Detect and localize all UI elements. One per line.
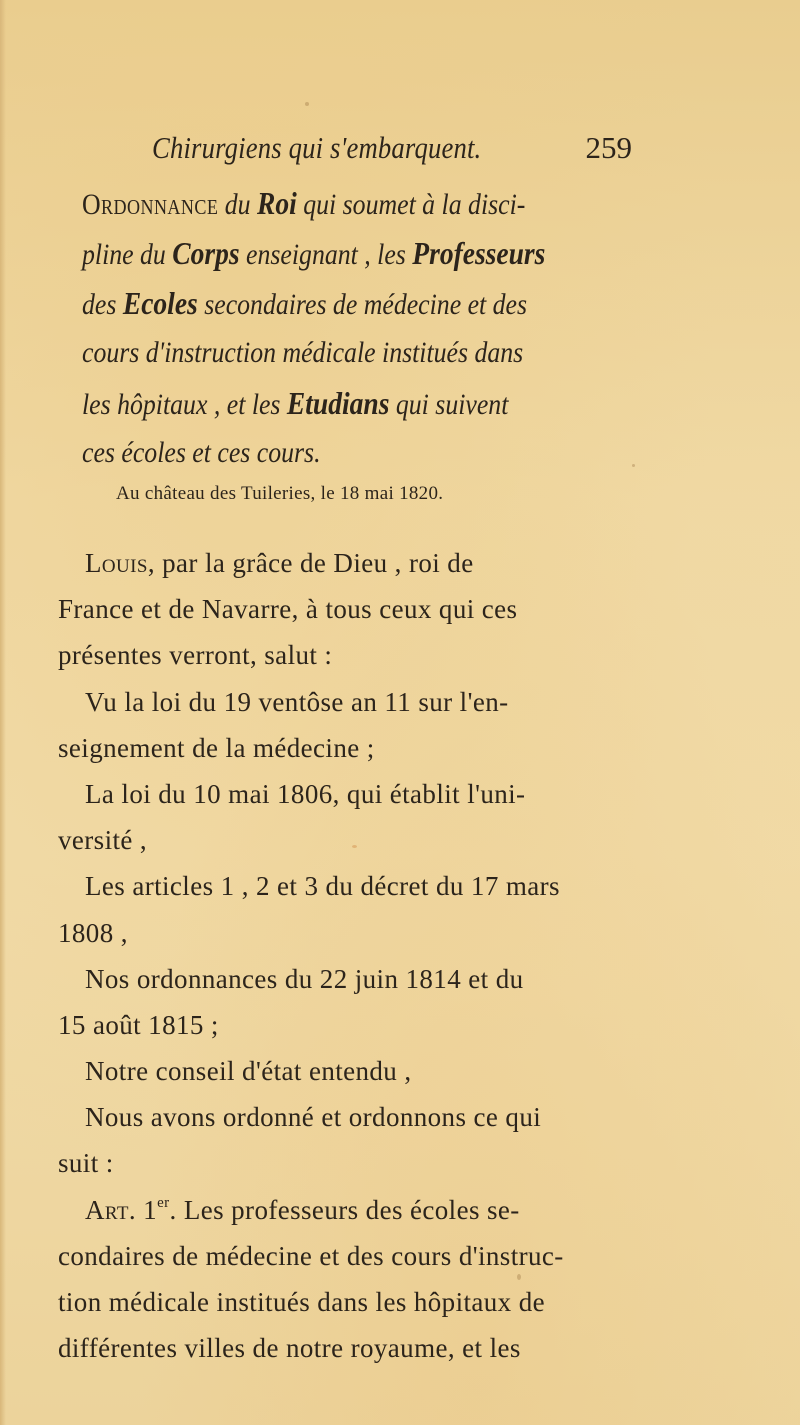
article-heading-line: Art. 1er. Les professeurs des écoles se- xyxy=(85,1194,520,1225)
body-line: Notre conseil d'état entendu , xyxy=(85,1056,412,1087)
body-line: La loi du 10 mai 1806, qui établit l'uni- xyxy=(85,778,526,809)
page-edge-shadow xyxy=(0,0,6,1425)
body-line: condaires de médecine et des cours d'instruc- xyxy=(58,1240,564,1271)
page-number: 259 xyxy=(585,130,632,165)
body-line: Vu la loi du 19 ventôse an 11 sur l'en- xyxy=(85,686,509,717)
body-line: France et de Navarre, à tous ceux qui ces xyxy=(58,594,518,625)
body-line: Nous avons ordonné et ordonnons ce qui xyxy=(85,1102,542,1133)
running-title: Chirurgiens qui s'embarquent. xyxy=(152,130,482,165)
body-line: versité , xyxy=(58,825,148,856)
body-line: seignement de la médecine ; xyxy=(58,732,375,763)
title-line: des Ecoles secondaires de médecine et des xyxy=(82,285,528,321)
title-line: pline du Corps enseignant , les Professeurs xyxy=(82,235,546,271)
body-line: Louis, par la grâce de Dieu , roi de xyxy=(85,548,474,578)
title-line: les hôpitaux , et les Etudians qui suivent xyxy=(82,385,509,421)
body-line: Nos ordonnances du 22 juin 1814 et du xyxy=(85,963,524,994)
title-line: cours d'instruction médicale institués dans xyxy=(82,336,524,369)
body-line: 1808 , xyxy=(58,917,128,948)
dateline: Au château des Tuileries, le 18 mai 1820. xyxy=(116,483,444,504)
body-line: différentes villes de notre royaume, et les xyxy=(58,1333,521,1364)
body-line: tion médicale institués dans les hôpitaux de xyxy=(58,1287,546,1317)
running-header xyxy=(152,130,632,178)
article-label: Art. xyxy=(85,1194,136,1225)
body-line: présentes verront, salut : xyxy=(58,640,333,671)
body-line: 15 août 1815 ; xyxy=(58,1009,219,1040)
title-line: Ordonnance du Roi qui soumet à la disci- xyxy=(82,185,526,221)
title-line: ces écoles et ces cours. xyxy=(82,436,321,469)
ordonnance-title xyxy=(82,178,722,478)
paper-foxing-spot xyxy=(305,102,309,106)
body-line: Les articles 1 , 2 et 3 du décret du 17 mars xyxy=(85,871,560,902)
body-line: suit : xyxy=(58,1148,114,1179)
body-text xyxy=(58,540,708,1371)
